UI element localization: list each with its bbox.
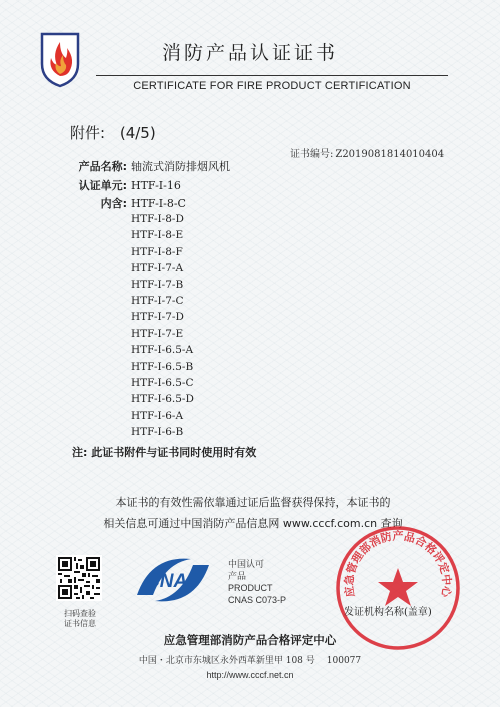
qr-caption-line-1: 扫码查验 [64, 609, 96, 618]
product-name-row [72, 158, 230, 174]
cnas-logo-text: CNAS [146, 571, 200, 592]
cnas-line-2: 产品 [228, 571, 247, 581]
certificate-number-value: Z2019081814010404 [335, 149, 445, 160]
issuing-center-name: 应急管理部消防产品合格评定中心 [163, 633, 337, 647]
list-item: HTF-Ⅰ-7-D [131, 311, 184, 324]
list-item: HTF-Ⅰ-6.5-B [131, 360, 194, 373]
product-name-value: 轴流式消防排烟风机 [131, 160, 230, 173]
list-item: HTF-Ⅰ-6-A [131, 409, 184, 422]
validity-note: 注: 此证书附件与证书同时使用时有效 [72, 446, 257, 459]
first-model-value: HTF-Ⅰ-8-C [131, 197, 186, 210]
validity-line-2: 相关信息可通过中国消防产品信息网 www.cccf.com.cn 查询 [103, 517, 403, 530]
issuer-address [0, 653, 500, 666]
list-item: HTF-Ⅰ-7-E [131, 327, 184, 340]
issuer-label: 发证机构名称(盖章) [344, 607, 432, 618]
cert-unit-value: HTF-Ⅰ-16 [131, 179, 181, 192]
list-item: HTF-Ⅰ-7-A [131, 262, 184, 275]
certificate-number-label: 证书编号: [290, 149, 334, 160]
cnas-line-3: PRODUCT [228, 583, 273, 593]
model-list [131, 211, 194, 440]
annex-heading [70, 122, 156, 143]
address-text: 中国・北京市东城区永外西革新里甲 108 号 [138, 656, 315, 666]
seal-text: 应急管理部消防产品合格评定中心 [342, 529, 454, 599]
product-name-label: 产品名称: [78, 160, 127, 173]
list-item: HTF-Ⅰ-6.5-A [131, 344, 194, 357]
cnas-accreditation-text [228, 558, 286, 606]
cnas-logo-icon [131, 551, 215, 609]
list-item: HTF-Ⅰ-7-C [131, 294, 184, 307]
list-item: HTF-Ⅰ-8-D [131, 213, 184, 225]
certificate-title-en: CERTIFICATE FOR FIRE PRODUCT CERTIFICATION [96, 75, 448, 92]
postal-code: 100077 [326, 656, 362, 666]
list-item: HTF-Ⅰ-6.5-D [131, 393, 194, 406]
includes-row [72, 195, 186, 211]
certificate-title-cn: 消防产品认证证书 [161, 42, 338, 64]
list-item: HTF-Ⅰ-8-E [131, 229, 184, 242]
annex-label: 附件: [70, 124, 106, 142]
website-link[interactable]: http://www.cccf.net.cn [206, 670, 294, 680]
cert-unit-row [72, 177, 181, 193]
list-item: HTF-Ⅰ-7-B [131, 278, 184, 291]
certificate-number [290, 145, 444, 160]
validity-line-1: 本证书的有效性需依靠通过证后监督获得保持，本证书的 [115, 496, 391, 509]
list-item: HTF-Ⅰ-8-F [131, 245, 183, 258]
qr-caption [60, 609, 100, 629]
list-item: HTF-Ⅰ-6.5-C [131, 376, 194, 389]
cert-unit-label: 认证单元: [78, 179, 127, 192]
qr-code-icon[interactable] [56, 555, 102, 601]
list-item: HTF-Ⅰ-6-B [131, 426, 184, 439]
cnas-line-1: 中国认可 [228, 559, 265, 569]
qr-caption-line-2: 证书信息 [64, 619, 96, 628]
annex-page: (4/5) [119, 124, 156, 142]
cnas-line-4: CNAS C073-P [228, 595, 287, 605]
includes-label: 内含: [100, 197, 127, 210]
